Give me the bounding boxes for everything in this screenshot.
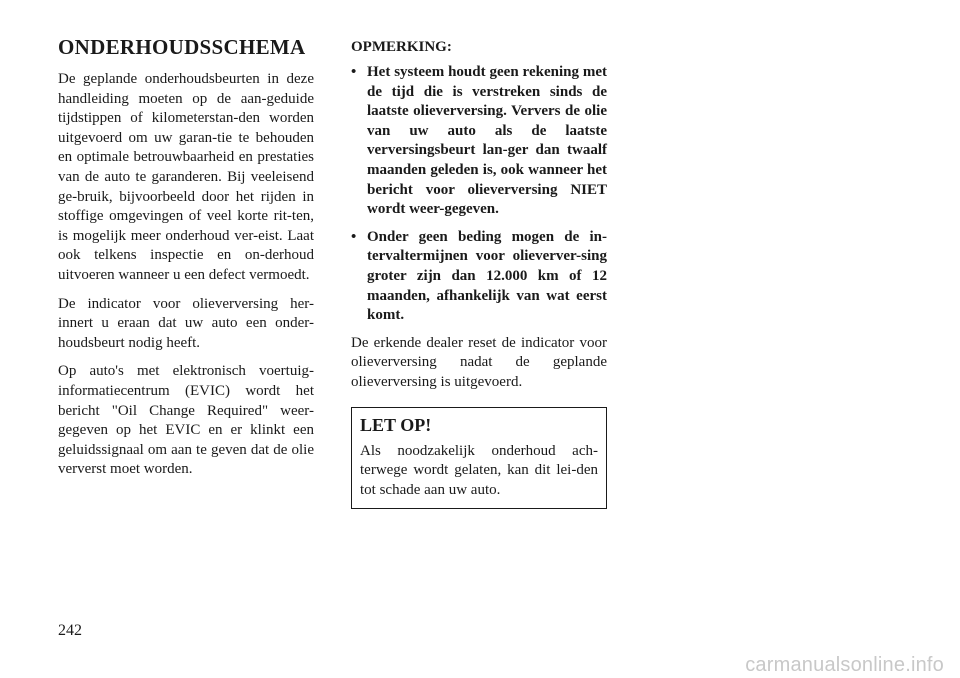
note-item bbox=[351, 228, 607, 326]
body-paragraph: De indicator voor olieverversing her-innert u eraan dat uw auto een onder-houdsbeurt nodig heeft. bbox=[58, 295, 314, 351]
watermark: carmanualsonline.info bbox=[745, 654, 944, 676]
section-title: ONDERHOUDSSCHEMA bbox=[58, 35, 306, 59]
caution-box bbox=[351, 407, 607, 510]
caution-text: Als noodzakelijk onderhoud ach-terwege wordt gelaten, kan dit lei-den tot schade aan uw auto. bbox=[360, 442, 598, 498]
right-column bbox=[351, 34, 607, 509]
bullet-icon: • bbox=[351, 228, 357, 245]
left-column bbox=[58, 34, 314, 489]
note-heading: OPMERKING: bbox=[351, 39, 452, 55]
note-item bbox=[351, 63, 607, 220]
note-list bbox=[351, 63, 607, 326]
caution-heading: LET OP! bbox=[360, 414, 432, 435]
body-paragraph: Op auto's met elektronisch voertuig-informatiecentrum (EVIC) wordt het bericht "Oil Change Required" weer-gegeven op het EVIC en er klinkt een geluidssignaal om aan te geven dat de olie ververst moet worden. bbox=[58, 363, 314, 478]
page-number: 242 bbox=[58, 622, 82, 639]
note-item-text: Het systeem houdt geen rekening met de tijd die is verstreken sinds de laatste olieverversing. Ververs de olie van uw auto als de laatste verversingsbeurt lan-ger dan twaalf maanden geleden is, ook wanneer het bericht voor olieverversing NIET wordt weer-gegeven. bbox=[367, 64, 607, 218]
bullet-icon: • bbox=[351, 64, 357, 80]
body-paragraph: De erkende dealer reset de indicator voor olieverversing nadat de geplande olieverversing is uitgevoerd. bbox=[351, 334, 607, 390]
body-paragraph: De geplande onderhoudsbeurten in deze handleiding moeten op de aan-geduide tijdstippen of kilometerstan-den worden uitgevoerd om uw garan-tie te behouden en optimale betrouwbaarheid en prestaties van de auto te garanderen. Bij veeleisend ge-bruik, bijvoorbeeld door het rijden in stoffige omgevingen of veel korte rit-ten, is mogelijk meer onderhoud ver-eist. Laat ook telkens inspectie en on-derhoud uitvoeren wanneer u een defect vermoedt. bbox=[58, 71, 314, 283]
note-item-text: Onder geen beding mogen de in-tervaltermijnen voor olieverver-sing groter zijn dan 12.000 km of 12 maanden, afhankelijk van wat eerst komt. bbox=[367, 228, 607, 324]
